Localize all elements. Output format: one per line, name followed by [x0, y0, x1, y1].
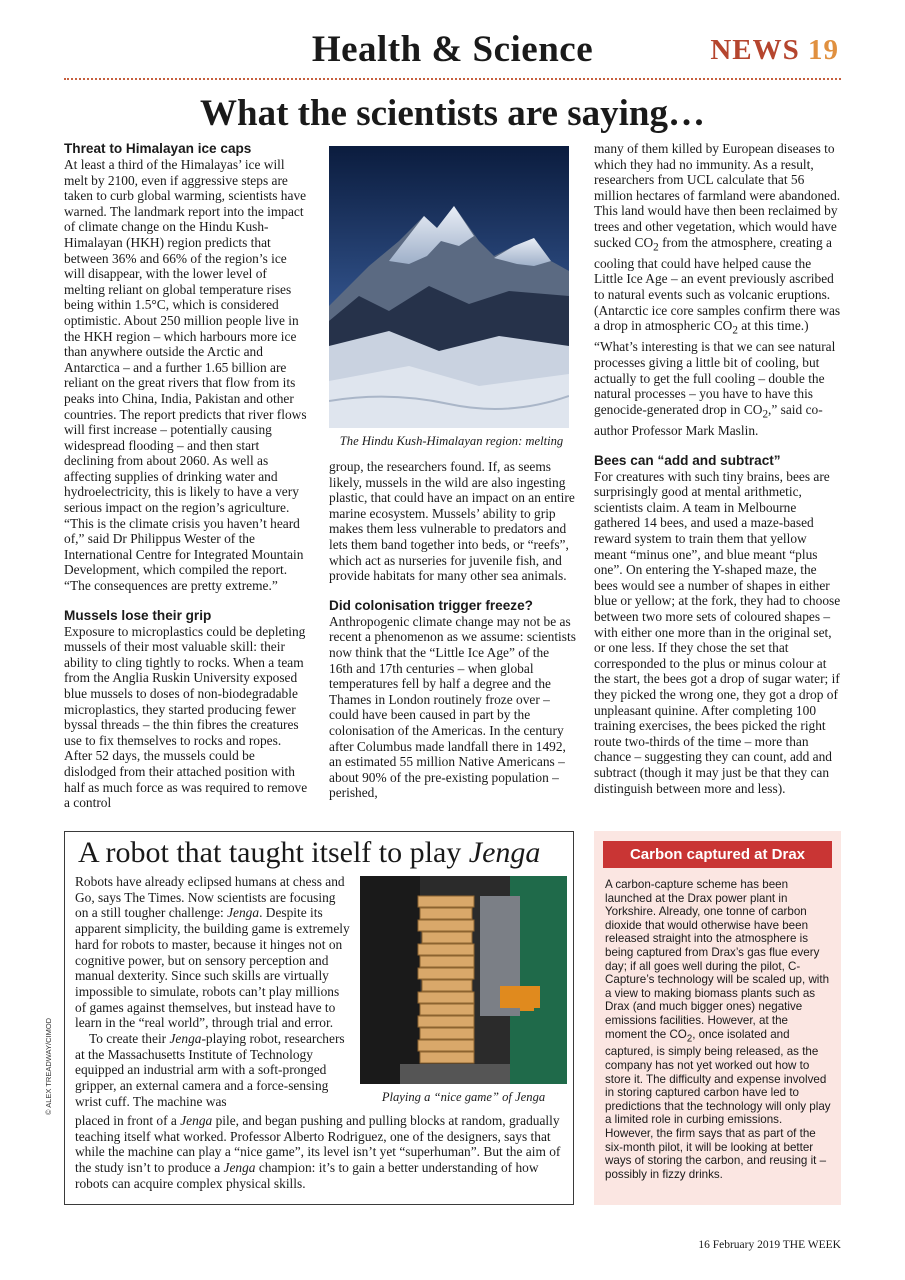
- subhead-mussels: Mussels lose their grip: [64, 607, 212, 623]
- news-label: [710, 34, 839, 67]
- article-bees: For creatures with such tiny brains, bees are surprisingly good at mental arithmetic, scientists claim. A team in Melbourne gathered 14 bees, and used a maze-based reward system to train them that yellow meant “minus one”, and blue meant “plus one”. On entering the Y-shaped maze, the bees would see a number of shapes in either blue or yellow; at the fork, they had to choose between two more sets of coloured shapes – with either one more than in the original set, or one less. If they chose the set that corresponded to the plus or minus colour at the start, the bees got a drop of sugar water; if they picked the wrong one, they got a drop of unpleasant quinine. After completing 100 training exercises, the bees picked the right route two-thirds of the time – more than chance – suggesting they can count, add and subtract (though it may just be that they can distinguish between more and less).: [594, 468, 841, 796]
- article-mussels-part2: group, the researchers found. If, as seems likely, mussels in the wild are also ingesting plastic, that could have an impact on an entire marine ecosystem. Mussels’ ability to grip makes them less vulnerable to predators and lets them band together into beds, or “reefs”, which act as nurseries for juvenile fish, and provide habitats for many other sea animals.: [329, 459, 575, 584]
- section-title: Health & Science: [311, 29, 594, 70]
- header-divider: [64, 78, 841, 80]
- robot-text-lower: [75, 1113, 563, 1192]
- subhead-bees: Bees can “add and subtract”: [594, 452, 781, 468]
- himalaya-photo: [329, 146, 569, 428]
- himalaya-caption: The Hindu Kush-Himalayan region: melting: [339, 434, 564, 448]
- robot-text-upper: [75, 874, 350, 1110]
- carbon-article: A carbon-capture scheme has been launched at the Drax power plant in Yorkshire. Already, one tonne of carbon dioxide that would otherwise have been released straight into the atmosphere is being captured from Drax’s gas flue every day; if all goes well during the pilot, C-Capture’s technology will be scaled up, with a view to making biomass plants such as Drax (and much bigger ones) negative emissions facilities. However, at the moment the $CO_2$, once isolated and captured, is simply being released, as the company has not yet worked out how to store it. The difficulty and expense involved in storing captured carbon have led to predictions that the technology will only play a limited role in curbing emissions. However, the firm says that as part of the six-month pilot, it will be looking at better ways of storing the carbon, and reusing it – possibly in fizzy drinks.: [605, 878, 831, 1181]
- article-colonisation-part2: many of them killed by European diseases to which they had no immunity. As a result, researchers from UCL calculate that 56 million hectares of farmland were abandoned. This land would have then been reclaimed by trees and other vegetation, which would have sucked $CO_2$ from the atmosphere, creating a cooling that could have helped cause the Little Ice Age – an event previously ascribed to natural events such as volcanic eruptions. (Antarctic ice core samples confirm there was a drop in atmospheric $CO_2$ at this time.) “What’s interesting is that we can see natural processes giving a little bit of cooling, but actually to get the full cooling – double the natural processes – you have to have this genocide-generated drop in $CO_2$,” said co-author Professor Mark Maslin.: [594, 141, 841, 439]
- robot-para-2: To create their Jenga-playing robot, researchers at the Massachusetts Institute of Technology equipped an industrial arm with a soft-pronged gripper, an external camera and a force-sensing wrist cuff. The machine was: [75, 1031, 345, 1109]
- mountain-image: [329, 146, 569, 428]
- jenga-caption: Playing a “nice game” of Jenga: [381, 1090, 546, 1104]
- robot-para-1: Robots have already eclipsed humans at chess and Go, says The Times. Now scientists are focusing on a still tougher challenge: Jenga. Despite its apparent simplicity, the building game is extremely hard for robots to master, because it hinges not on cognitive power, but on sensory perception and manual dexterity. Since such skills are virtually impossible to simulate, robots can’t play millions of games against themselves, but instead have to learn in the “real world”, through trial and error.: [75, 874, 350, 1031]
- carbon-sidebar-text: [605, 878, 833, 1181]
- page-headline: What the scientists are saying…: [200, 93, 705, 134]
- article-himalaya: At least a third of the Himalayas’ ice will melt by 2100, even if aggressive steps are taken to curb global warming, scientists have warned. The landmark report into the impact of climate change on the Hindu Kush-Himalayan (HKH) region predicts that between 36% and 66% of the region’s ice will disappear, with the lower level of melting reliant on global temperature rises being within 1.5°C, which is considered optimistic. About 250 million people live in the HKH region – which harbours more ice than anywhere outside the Arctic and Antarctica – and a further 1.65 billion are reliant on the great rivers that flow from its peaks into China, India, Pakistan and other countries. The report predicts that river flows will first increase – potentially causing widespread flooding – and then start declining from about 2060. As well as affecting supplies of drinking water and hydroelectricity, this is likely to have a very serious impact on the region’s agriculture. “This is the climate crisis you haven’t heard of,” said Dr Philippus Wester of the International Centre for Integrated Mountain Development, which compiled the report. “The consequences are pretty extreme.”: [64, 157, 307, 594]
- column-3: [594, 141, 841, 796]
- carbon-sidebar-title: Carbon captured at Drax: [603, 841, 832, 868]
- column-1: [64, 141, 309, 811]
- news-word: NEWS: [710, 34, 800, 66]
- subhead-himalaya: Threat to Himalayan ice caps: [64, 141, 252, 156]
- subhead-colonisation: Did colonisation trigger freeze?: [329, 597, 533, 613]
- robot-para-3: placed in front of a Jenga pile, and began pushing and pulling blocks at random, gradually teaching itself what worked. Professor Alberto Rodriguez, one of the designers, says that while the machine can play a “nice game”, its level isn’t yet “superhuman”. But the aim of the study isn’t to produce a Jenga champion: it’s to gain a better understanding of how robots can acquire complex physical skills.: [75, 1113, 561, 1191]
- article-mussels-part1: Exposure to microplastics could be depleting mussels of their most valuable skill: their ability to cling tightly to rocks. When a team from the Anglia Ruskin University exposed blue mussels to doses of non-biodegradable microplastics, they started producing fewer byssal threads – the thin fibres the creatures use to fix themselves to rocks and ropes. After 52 days, the mussels could be dislodged from their attached position with half as much force as was required to remove a control: [64, 623, 308, 811]
- jenga-robot-image: [360, 876, 567, 1084]
- photo-credit: © ALEX TREADWAY/CIMOD: [44, 1017, 53, 1115]
- robot-title: A robot that taught itself to play Jenga: [78, 836, 541, 869]
- article-colonisation-part1: Anthropogenic climate change may not be as recent a phenomenon as we assume: scientists now think that the “Little Ice Age” of the 16th and 17th centuries – when global temperatures fell by half a degree and the Thames in London routinely froze over – could have been caused in part by the colonisation of the Americas. In the century after Columbus made landfall there in 1492, an estimated 55 million Native Americans – about 90% of the pre-existing population – perished,: [329, 613, 576, 801]
- column-2: [329, 459, 576, 801]
- page-number: 19: [808, 34, 839, 66]
- jenga-photo: [360, 876, 567, 1084]
- page-footer: 16 February 2019 THE WEEK: [698, 1239, 841, 1251]
